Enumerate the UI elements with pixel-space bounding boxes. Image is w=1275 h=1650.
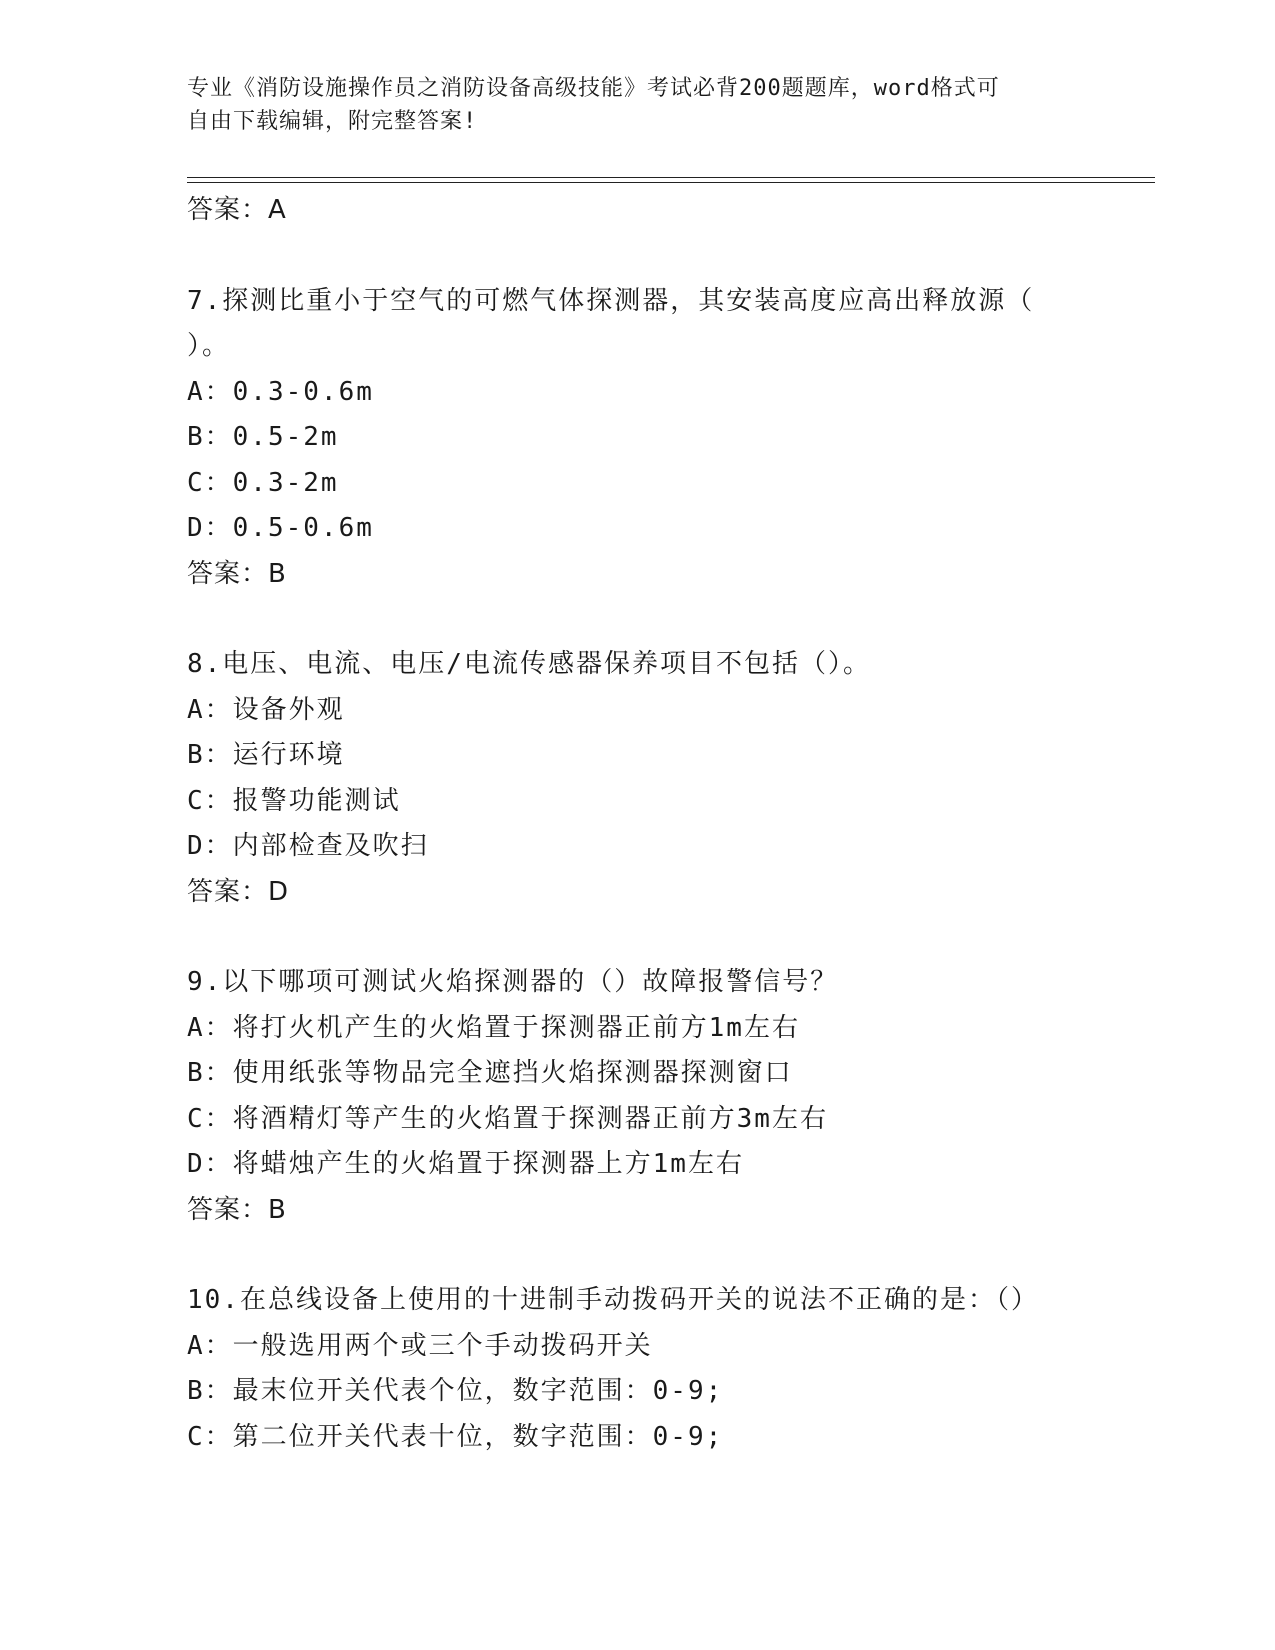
option-c: C：第二位开关代表十位，数字范围：0-9; <box>187 1421 724 1452</box>
header-rule-bottom <box>187 182 1155 183</box>
option-b: B：使用纸张等物品完全遮挡火焰探测器探测窗口 <box>187 1058 793 1088</box>
question-text: 7.探测比重小于空气的可燃气体探测器，其安装高度应高出释放源（ <box>187 285 1035 316</box>
option-b: B：运行环境 <box>187 740 345 770</box>
question-text: 10.在总线设备上使用的十进制手动拨码开关的说法不正确的是：（） <box>187 1285 1039 1315</box>
answer: 答案：B <box>187 1194 287 1225</box>
question-7 <box>187 279 1087 598</box>
question-text-continued: ）。 <box>187 331 231 361</box>
option-c: C：将酒精灯等产生的火焰置于探测器正前方3m左右 <box>187 1103 828 1134</box>
question-9 <box>187 960 1087 1233</box>
question-list <box>187 188 1087 1460</box>
answer: 答案：B <box>187 558 287 589</box>
option-a: A：设备外观 <box>187 694 345 725</box>
question-text: 8.电压、电流、电压/电流传感器保养项目不包括（）。 <box>187 649 871 679</box>
option-a: A：0.3-0.6m <box>187 376 374 407</box>
option-d: D：将蜡烛产生的火焰置于探测器上方1m左右 <box>187 1149 744 1179</box>
option-d: D：0.5-0.6m <box>187 513 374 543</box>
question-text: 9.以下哪项可测试火焰探测器的（）故障报警信号？ <box>187 967 839 997</box>
question-8 <box>187 642 1087 915</box>
previous-answer: 答案：A <box>187 195 287 225</box>
option-d: D：内部检查及吹扫 <box>187 831 429 861</box>
option-a: A：一般选用两个或三个手动拨码开关 <box>187 1330 653 1361</box>
option-b: B：最末位开关代表个位，数字范围：0-9; <box>187 1376 724 1406</box>
option-c: C：报警功能测试 <box>187 785 401 816</box>
question-10 <box>187 1278 1087 1460</box>
header-line-1: 专业《消防设施操作员之消防设备高级技能》考试必背200题题库，word格式可 <box>187 76 1000 101</box>
option-b: B：0.5-2m <box>187 422 339 452</box>
option-c: C：0.3-2m <box>187 467 339 498</box>
header-line-2: 自由下载编辑，附完整答案! <box>187 109 478 134</box>
answer: 答案：D <box>187 876 290 907</box>
header-rule-top <box>187 177 1155 178</box>
document-header <box>187 72 1087 138</box>
option-a: A：将打火机产生的火焰置于探测器正前方1m左右 <box>187 1012 800 1043</box>
